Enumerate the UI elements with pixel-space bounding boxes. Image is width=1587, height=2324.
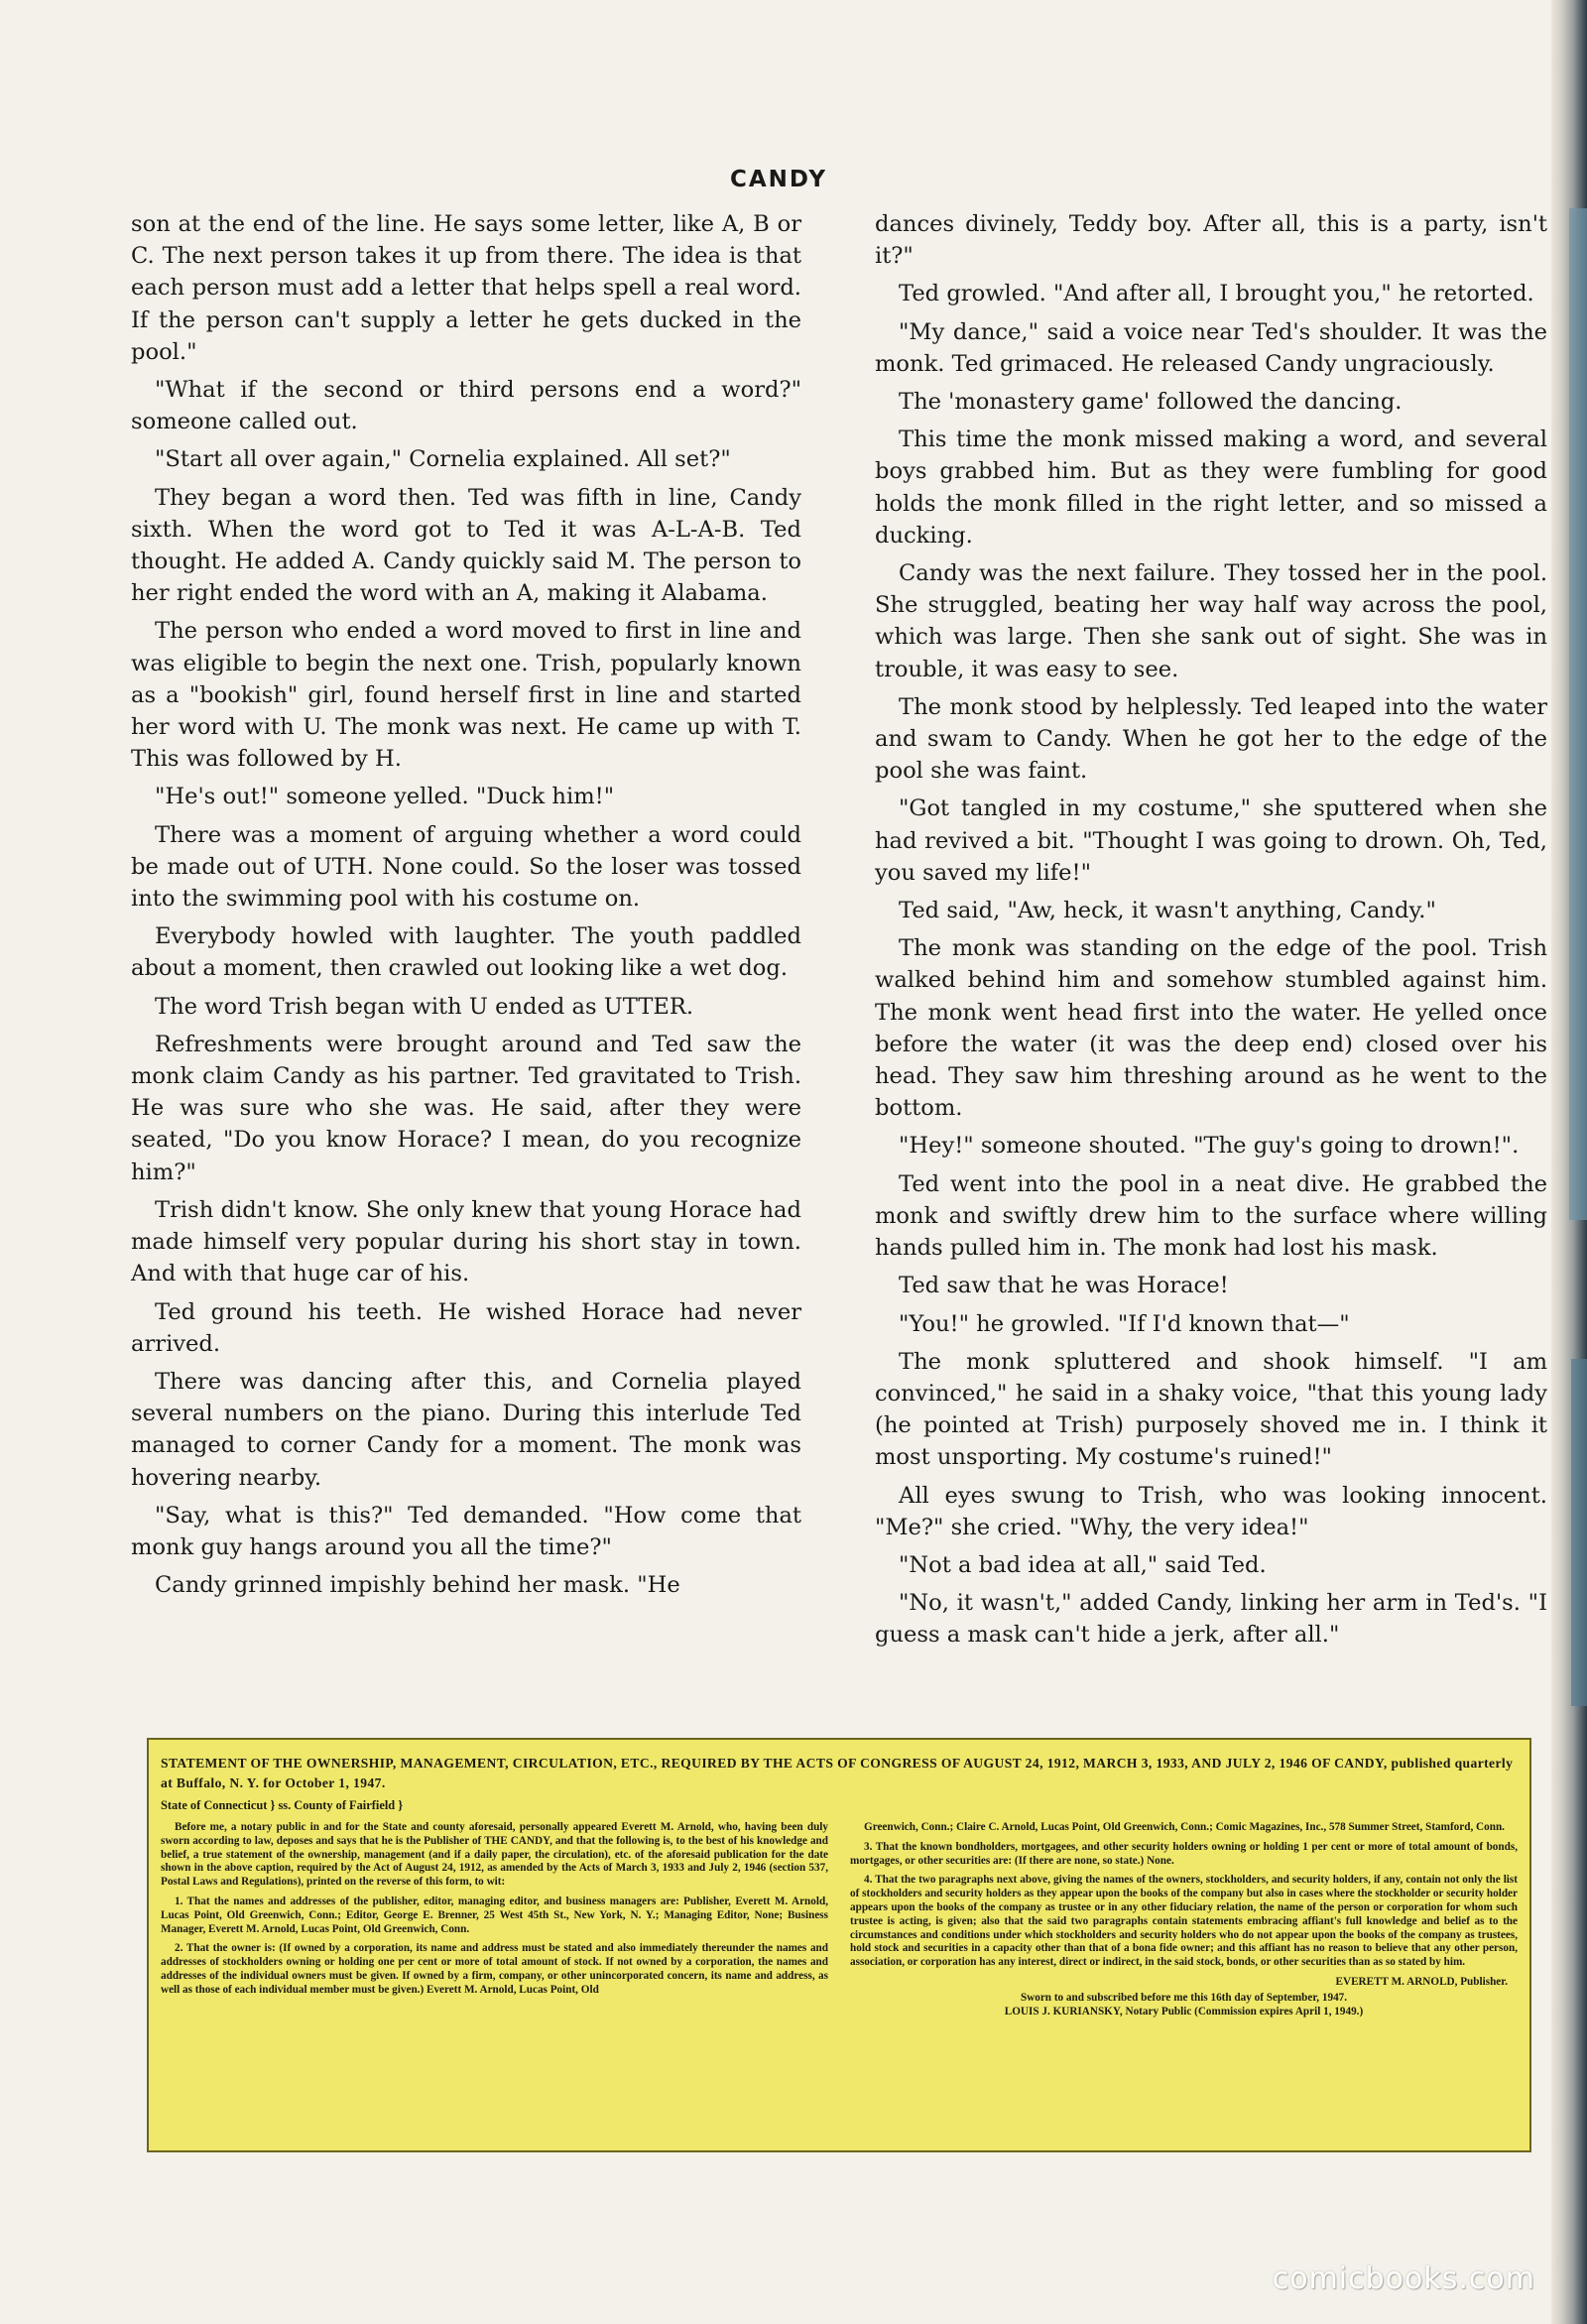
story-paragraph: son at the end of the line. He says some letter, like A, B or C. The next person takes it up from there. The idea is that each person must add a letter that helps spell a real word. If the person can't supply a letter he gets ducked in the pool." <box>131 211 801 365</box>
story-paragraph: "Hey!" someone shouted. "The guy's going to drown!". <box>899 1133 1520 1160</box>
story-paragraph: Trish didn't know. She only knew that young Horace had made himself very popular during his short stay in town. And with that huge car of his. <box>131 1196 801 1287</box>
story-paragraph: They began a word then. Ted was fifth in line, Candy sixth. When the word got to Ted it was A-L-A-B. Ted thought. He added A. Candy quickly said M. The person to her right ended the word with an A, making it Alabama. <box>131 484 801 607</box>
statement-paragraph: 3. That the known bondholders, mortgagees, and other security holders owning or holding 1 per cent or more of total amount of bonds, mortgages, or other securities are: (If there are none, so state.) None. <box>850 1840 1518 1867</box>
statement-paragraph: Before me, a notary public in and for the State and county aforesaid, personally appeared Everett M. Arnold, who, having been duly sworn according to law, deposes and says that he is the Publisher of THE CANDY, and that the following is, to the best of his knowledge and belief, a true statement of the ownership, management (and if a daily paper, the circulation), etc. of the aforesaid publication for the date shown in the above caption, required by the Act of August 24, 1912, as amended by the Acts of March 3, 1933 and July 2, 1946 (section 537, Postal Laws and Regulations), printed on the reverse of this form, to wit: <box>161 1821 828 1889</box>
site-watermark: comicbooks.com <box>1272 2262 1535 2296</box>
notary-line: LOUIS J. KURIANSKY, Notary Public (Commission expires April 1, 1949.) <box>1004 2005 1364 2018</box>
statement-paragraph: 2. That the owner is: (If owned by a corporation, its name and address must be stated and also immediately thereunder the names and addresses of stockholders owning or holding one per cent or more of total amount of stock. If not owned by a corporation, the names and addresses of the individual owners must be given. If owned by a firm, company, or other unincorporated concern, its name and address, as well as those of each individual member must be given.) Everett M. Arnold, Lucas Point, Old <box>161 1942 828 1996</box>
ownership-statement-right <box>850 1821 1518 2018</box>
story-paragraph: Ted ground his teeth. He wished Horace had never arrived. <box>131 1298 801 1357</box>
story-paragraph: "What if the second or third persons end a word?" someone called out. <box>131 377 801 435</box>
story-paragraph: Everybody howled with laughter. The youth paddled about a moment, then crawled out looking like a wet dog. <box>131 923 801 982</box>
story-paragraph: "Start all over again," Cornelia explained. All set?" <box>155 446 731 473</box>
story-paragraph: The monk was standing on the edge of the pool. Trish walked behind him and somehow stumbled against him. The monk went head first into the water. He yelled once before the water (it was the deep end) closed over his head. They saw him threshing around as he went to the bottom. <box>875 935 1547 1122</box>
story-paragraph: "Say, what is this?" Ted demanded. "How come that monk guy hangs around you all the time?" <box>131 1502 801 1560</box>
story-paragraph: "Not a bad idea at all," said Ted. <box>899 1551 1267 1578</box>
statement-paragraph: 4. That the two paragraphs next above, giving the names of the owners, stockholders, and security holders, if any, contain not only the list of stockholders and security holders as they appear upon the books of the company but also in cases where the stockholder or security holder appears upon the books of the company as trustee or in any other fiduciary relation, the name of the person or corporation for whom such trustee is acting, is given; also that the said two paragraphs contain statements embracing affiant's full knowledge and belief as to the circumstances and conditions under which stockholders and security holders who do not appear upon the books of the company as trustees, hold stock and securities in a capacity other than that of a bona fide owner; and this affiant has no reason to believe that any other person, association, or corporation has any interest, direct or indirect, in the said stock, bonds, or other securities than as so stated by him. <box>850 1874 1518 1969</box>
story-paragraph: Ted went into the pool in a neat dive. He grabbed the monk and swiftly drew him to the surface where willing hands pulled him in. The monk had lost his mask. <box>875 1170 1547 1262</box>
story-paragraph: "He's out!" someone yelled. "Duck him!" <box>155 784 615 810</box>
story-paragraph: The 'monastery game' followed the dancing. <box>899 389 1403 416</box>
sworn-statement: Sworn to and subscribed before me this 16th day of September, 1947. <box>1020 1991 1348 2004</box>
story-paragraph: Ted saw that he was Horace! <box>899 1273 1229 1299</box>
ownership-statement-venue: State of Connecticut } ss. County of Fairfield } <box>161 1798 404 1812</box>
story-paragraph: The monk spluttered and shook himself. "I am convinced," he said in a shaky voice, "that this young lady (he pointed at Trish) purposely shoved me in. I think it most unsporting. My costume's ruined!" <box>875 1348 1547 1471</box>
adjacent-page-art <box>1569 208 1587 1220</box>
publisher-signature: EVERETT M. ARNOLD, Publisher. <box>1335 1975 1508 1988</box>
story-paragraph: dances divinely, Teddy boy. After all, this is a party, isn't it?" <box>875 211 1547 270</box>
ownership-statement-left <box>161 1821 828 2018</box>
story-paragraph: Refreshments were brought around and Ted saw the monk claim Candy as his partner. Ted gravitated to Trish. He was sure who she was. He said, after they were seated, "Do you know Horace? I mean, do you recognize him?" <box>131 1031 801 1185</box>
ownership-statement-heading: STATEMENT OF THE OWNERSHIP, MANAGEMENT, CIRCULATION, ETC., REQUIRED BY THE ACTS OF CONGRESS OF AUGUST 24, 1912, MARCH 3, 1933, AND JULY 2, 1946 OF CANDY, published quarterly at Buffalo, N. Y. for October 1, 1947. <box>161 1756 1514 1790</box>
adjacent-page-edge <box>1551 0 1587 2324</box>
story-paragraph: This time the monk missed making a word, and several boys grabbed him. But as they were fumbling for good holds the monk filled in the right letter, and so missed a ducking. <box>875 427 1547 549</box>
story-paragraph: "Got tangled in my costume," she sputtered when she had revived a bit. "Thought I was going to drown. Oh, Ted, you saved my life!" <box>875 795 1547 886</box>
story-paragraph: Ted said, "Aw, heck, it wasn't anything, Candy." <box>899 898 1436 924</box>
adjacent-page-art-lower <box>1571 1359 1587 1706</box>
story-paragraph: There was dancing after this, and Cornelia played several numbers on the piano. During this interlude Ted managed to corner Candy for a moment. The monk was hovering nearby. <box>131 1368 801 1491</box>
story-paragraph: All eyes swung to Trish, who was looking innocent. "Me?" she cried. "Why, the very idea!" <box>875 1482 1547 1540</box>
story-column-right <box>875 208 1547 1657</box>
story-paragraph: Candy was the next failure. They tossed her in the pool. She struggled, beating her way half way across the pool, which was large. Then she sank out of sight. She was in trouble, it was easy to see. <box>875 560 1547 682</box>
page-header: CANDY <box>729 167 827 192</box>
story-paragraph: Candy grinned impishly behind her mask. "He <box>155 1572 680 1599</box>
story-paragraph: The person who ended a word moved to first in line and was eligible to begin the next one. Trish, popularly known as a "bookish" girl, found herself first in line and started her word with U. The monk was next. He came up with T. This was followed by H. <box>131 618 801 773</box>
story-column-left <box>131 208 801 1607</box>
story-paragraph: Ted growled. "And after all, I brought you," he retorted. <box>899 281 1534 307</box>
statement-paragraph: Greenwich, Conn.; Claire C. Arnold, Lucas Point, Old Greenwich, Conn.; Comic Magazines, Inc., 578 Summer Street, Stamford, Conn. <box>864 1821 1505 1833</box>
story-paragraph: "You!" he growled. "If I'd known that—" <box>899 1310 1350 1337</box>
statement-paragraph: 1. That the names and addresses of the publisher, editor, managing editor, and business managers are: Publisher, Everett M. Arnold, Lucas Point, Old Greenwich, Conn.; Editor, George E. Brenner, 25 West 45th St., New York, N. Y.; Managing Editor, None; Business Manager, Everett M. Arnold, Lucas Point, Old Greenwich, Conn. <box>161 1895 828 1935</box>
ownership-statement-columns <box>161 1821 1518 2018</box>
ownership-statement-box <box>147 1738 1531 2152</box>
story-paragraph: There was a moment of arguing whether a word could be made out of UTH. None could. So the loser was tossed into the swimming pool with his costume on. <box>131 821 801 913</box>
story-paragraph: "My dance," said a voice near Ted's shoulder. It was the monk. Ted grimaced. He released Candy ungraciously. <box>875 318 1547 377</box>
story-paragraph: The word Trish began with U ended as UTTER. <box>155 993 694 1020</box>
story-paragraph: The monk stood by helplessly. Ted leaped into the water and swam to Candy. When he got her to the edge of the pool she was faint. <box>875 693 1547 785</box>
story-paragraph: "No, it wasn't," added Candy, linking her arm in Ted's. "I guess a mask can't hide a jerk, after all." <box>875 1590 1547 1649</box>
